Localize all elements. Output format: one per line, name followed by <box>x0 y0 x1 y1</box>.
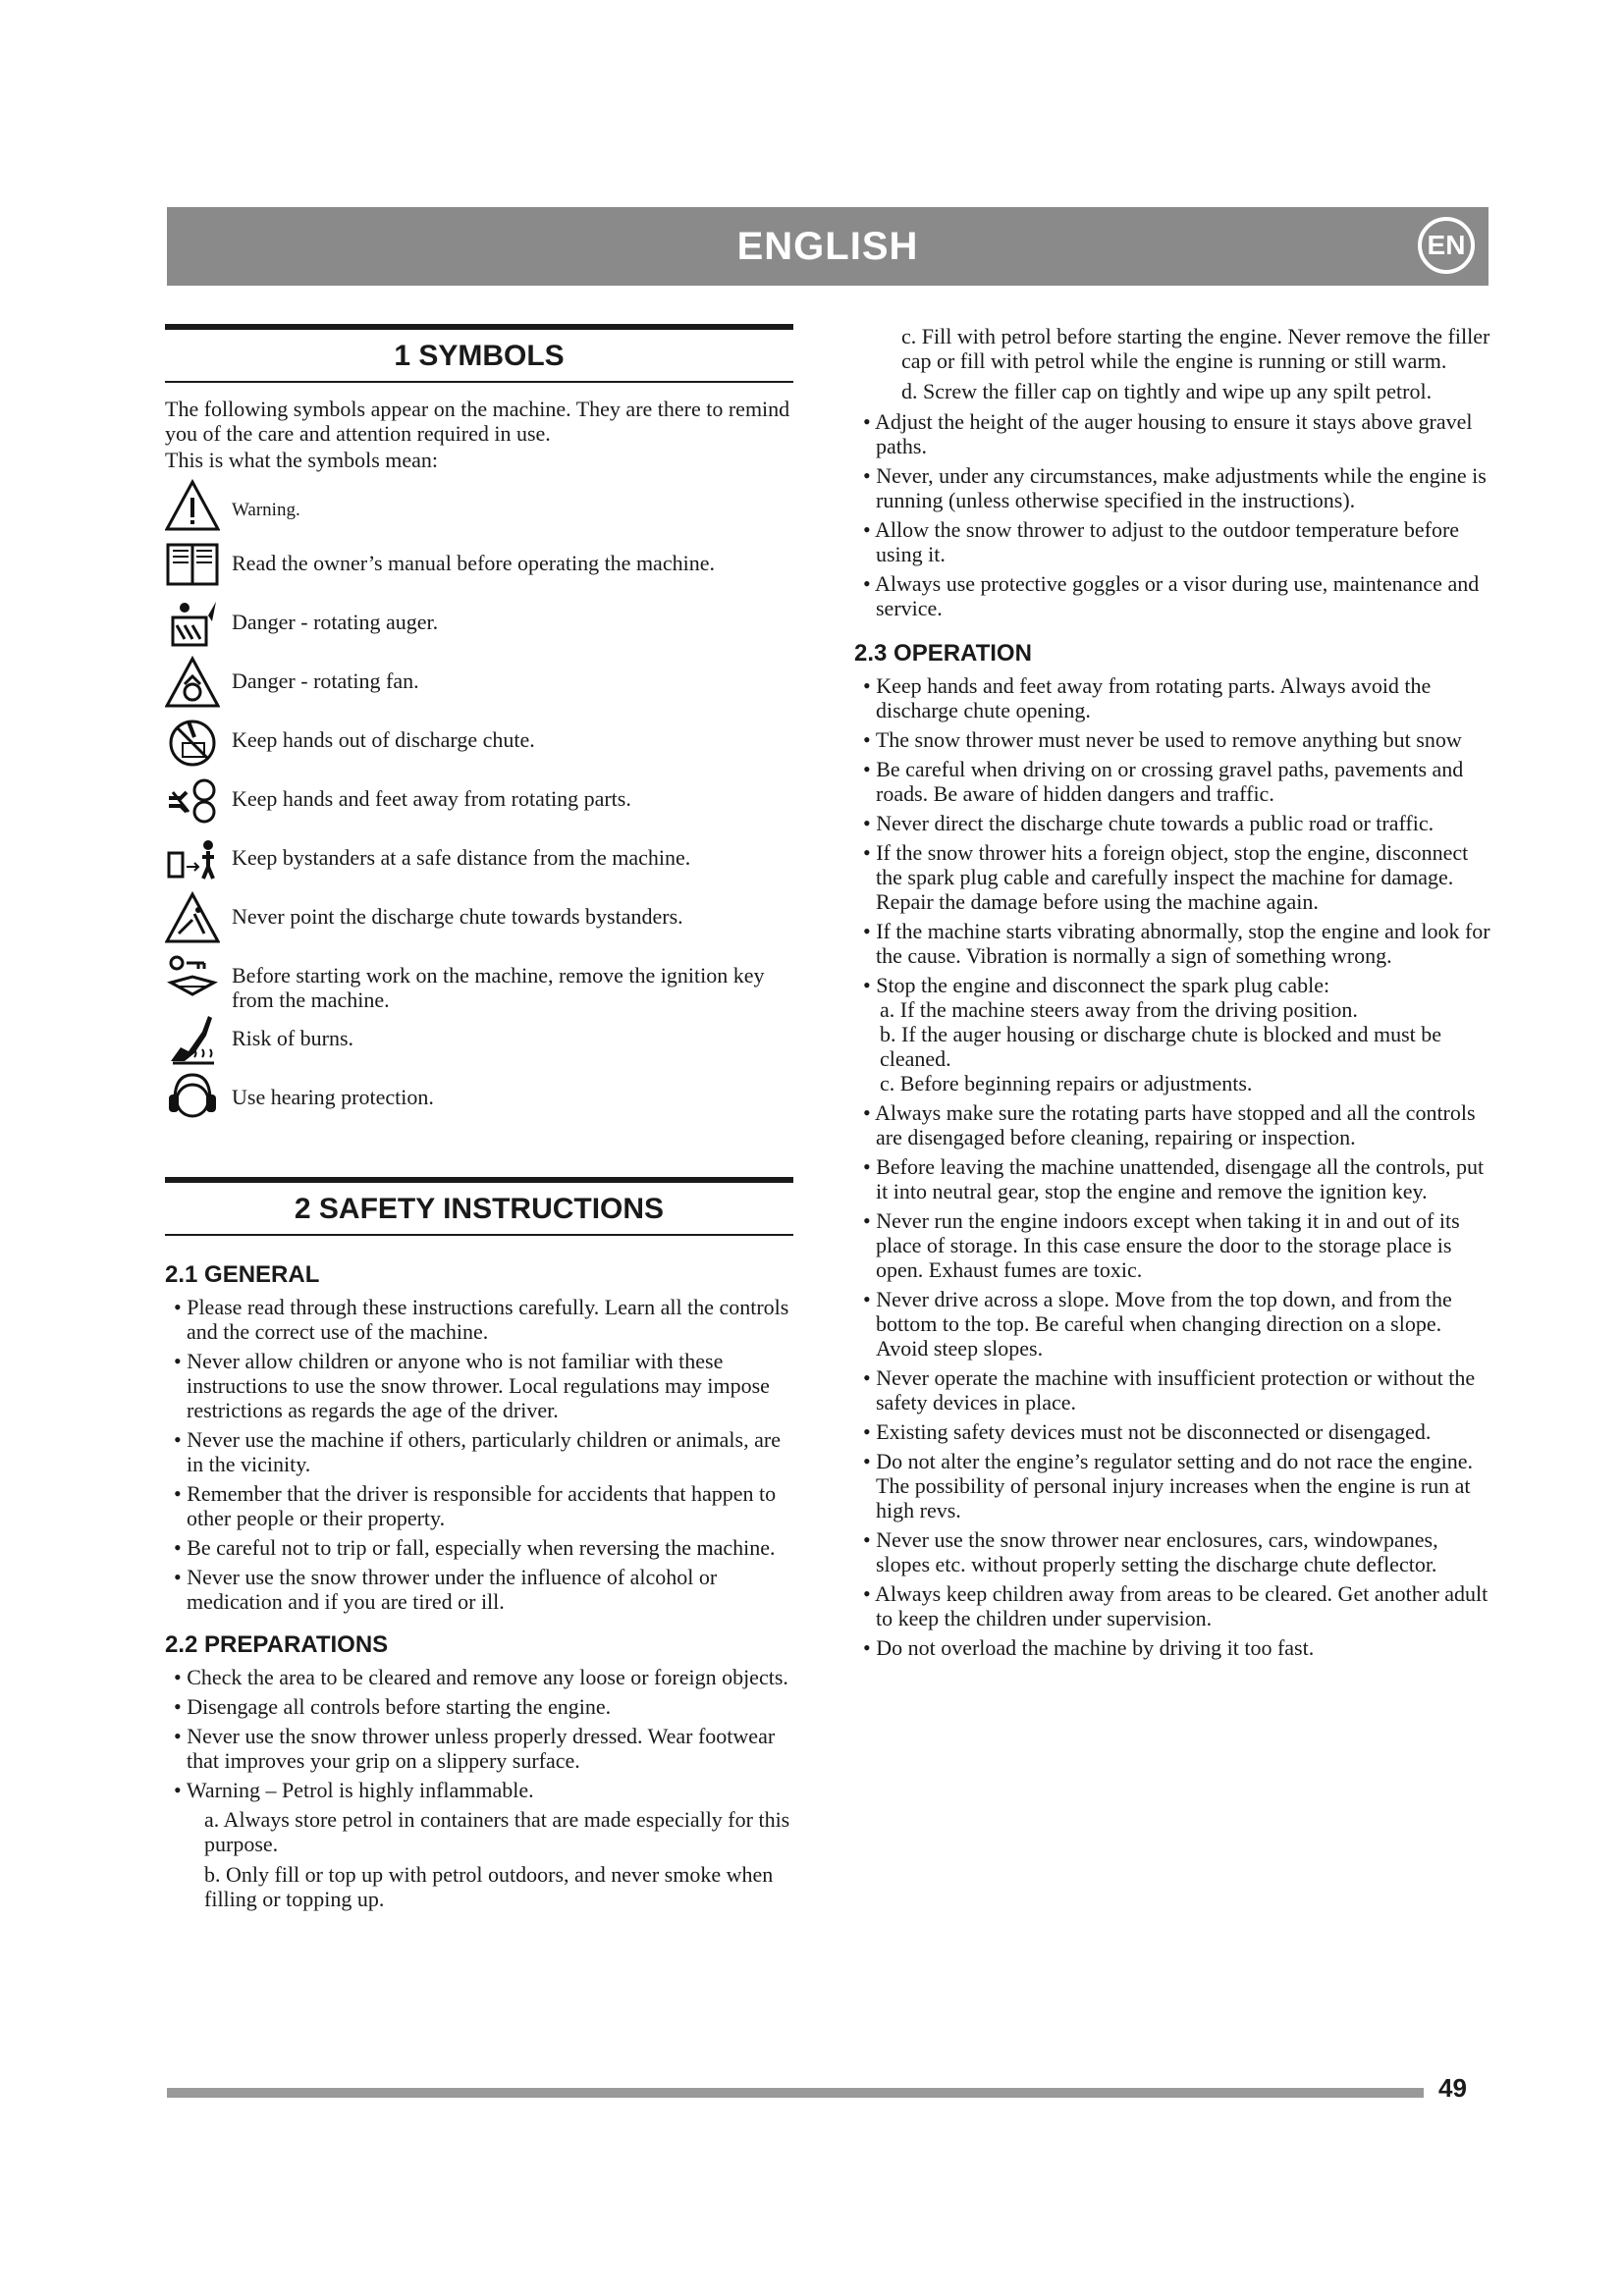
symbol-row <box>165 478 793 537</box>
symbol-row <box>165 831 793 890</box>
chute-bystander-icon <box>165 890 232 947</box>
symbol-row <box>165 1012 793 1071</box>
symbol-row <box>165 714 793 773</box>
page-number: 49 <box>1438 2073 1467 2103</box>
list-item: • Do not overload the machine by driving it too fast. <box>854 1635 1490 1660</box>
list-item: • Please read through these instructions carefully. Learn all the controls and the correct use of the machine. <box>165 1295 793 1344</box>
subsection-title-operation: 2.3 OPERATION <box>854 640 1032 667</box>
symbols-intro: The following symbols appear on the machine. They are there to remind you of the care and attention required in use. <box>165 397 790 446</box>
list-item: • Always keep children away from areas to be cleared. Get another adult to keep the children under supervision. <box>854 1581 1490 1630</box>
header-title: ENGLISH <box>736 225 919 268</box>
discharge-chute-hand-icon <box>165 714 232 771</box>
list-item: • Check the area to be cleared and remove any loose or foreign objects. <box>165 1665 793 1689</box>
list-item: • Stop the engine and disconnect the spark plug cable: <box>854 973 1490 997</box>
language-badge: EN <box>1418 217 1475 274</box>
general-list <box>165 1295 793 1614</box>
list-item: • Never use the snow thrower unless properly dressed. Wear footwear that improves your grip on a slippery surface. <box>165 1724 793 1773</box>
list-item: • Always use protective goggles or a visor during use, maintenance and service. <box>854 571 1490 620</box>
list-item: • Before leaving the machine unattended, disengage all the controls, put it into neutral gear, stop the engine and remove the ignition key. <box>854 1154 1490 1203</box>
rotating-auger-icon <box>165 596 232 653</box>
list-item: • Disengage all controls before starting the engine. <box>165 1694 793 1719</box>
hearing-protection-icon <box>165 1071 232 1128</box>
symbol-row <box>165 890 793 949</box>
bystander-distance-icon <box>165 831 232 888</box>
sub-item: a. If the machine steers away from the driving position. <box>880 997 1358 1022</box>
list-item: • Never use the snow thrower under the influence of alcohol or medication and if you are tired or ill. <box>165 1565 793 1614</box>
operation-list <box>854 673 1490 997</box>
list-item: • Never use the machine if others, particularly children or animals, are in the vicinity. <box>165 1427 793 1476</box>
list-item: • Never, under any circumstances, make adjustments while the engine is running (unless otherwise specified in the instructions). <box>854 463 1490 512</box>
list-item: • If the snow thrower hits a foreign object, stop the engine, disconnect the spark plug cable and carefully inspect the machine for damage. Repair the damage before using the machine again. <box>854 840 1490 914</box>
list-item: • Warning – Petrol is highly inflammable. <box>165 1778 793 1802</box>
list-item: • Never direct the discharge chute towards a public road or traffic. <box>854 811 1490 835</box>
symbol-row <box>165 537 793 596</box>
page-header <box>167 207 1489 286</box>
section-title-symbols: 1 SYMBOLS <box>165 324 793 383</box>
list-item: • Do not alter the engine’s regulator setting and do not race the engine. The possibility of personal injury increases when the engine is run at high revs. <box>854 1449 1490 1522</box>
petrol-sublist-continued <box>854 324 1490 403</box>
sub-item: c. Fill with petrol before starting the engine. Never remove the filler cap or fill with petrol while the engine is running or still warm. <box>901 324 1490 373</box>
symbol-row <box>165 773 793 831</box>
list-item: • Never run the engine indoors except when taking it in and out of its place of storage. In this case ensure the door to the storage place is open. Exhaust fumes are toxic. <box>854 1208 1490 1282</box>
list-item: • Keep hands and feet away from rotating parts. Always avoid the discharge chute opening. <box>854 673 1490 722</box>
list-item: • Always make sure the rotating parts have stopped and all the controls are disengaged before cleaning, repairing or inspection. <box>854 1100 1490 1149</box>
list-item: • Never drive across a slope. Move from the top down, and from the bottom to the top. Be careful when changing direction on a slope. Avoid steep slopes. <box>854 1287 1490 1361</box>
petrol-sublist <box>165 1807 793 1911</box>
list-item: • If the machine starts vibrating abnormally, stop the engine and look for the cause. Vibration is normally a sign of something wrong. <box>854 919 1490 968</box>
preparations-list-continued <box>854 409 1490 620</box>
list-item: • Adjust the height of the auger housing to ensure it stays above gravel paths. <box>854 409 1490 458</box>
sub-item: c. Before beginning repairs or adjustments. <box>880 1071 1253 1095</box>
symbol-text: Keep bystanders at a safe distance from the machine. <box>232 845 691 870</box>
list-item: • The snow thrower must never be used to remove anything but snow <box>854 727 1490 752</box>
symbol-text: Warning. <box>232 500 300 520</box>
warning-triangle-icon <box>165 478 232 535</box>
symbol-text: Never point the discharge chute towards bystanders. <box>232 904 683 929</box>
manual-book-icon <box>165 537 232 594</box>
rotating-fan-icon <box>165 655 232 712</box>
symbol-text: Danger - rotating fan. <box>232 668 419 693</box>
hot-surface-icon <box>165 1012 232 1069</box>
left-column <box>165 324 793 1917</box>
symbol-row <box>165 949 793 1012</box>
symbol-text: Before starting work on the machine, remove the ignition key from the machine. <box>232 963 765 1012</box>
operation-list-continued <box>854 1100 1490 1660</box>
footer-bar <box>167 2088 1424 2098</box>
sub-item: b. If the auger housing or discharge chute is blocked and must be cleaned. <box>880 1022 1442 1071</box>
symbol-text: Keep hands out of discharge chute. <box>232 727 535 752</box>
list-item: • Never allow children or anyone who is not familiar with these instructions to use the snow thrower. Local regulations may impose restrictions as regards the age of the driver. <box>165 1349 793 1422</box>
sub-item: a. Always store petrol in containers that are made especially for this purpose. <box>204 1807 790 1856</box>
preparations-list <box>165 1665 793 1802</box>
subsection-title-preparations: 2.2 PREPARATIONS <box>165 1631 389 1658</box>
right-column <box>854 324 1490 1665</box>
symbol-row <box>165 655 793 714</box>
symbol-row <box>165 1071 793 1130</box>
list-item: • Allow the snow thrower to adjust to the outdoor temperature before using it. <box>854 517 1490 566</box>
symbol-text: Keep hands and feet away from rotating parts. <box>232 786 631 811</box>
symbol-text: Read the owner’s manual before operating the machine. <box>232 551 715 575</box>
list-item: • Remember that the driver is responsible for accidents that happen to other people or their property. <box>165 1481 793 1530</box>
spark-plug-sublist <box>854 997 1490 1095</box>
rotating-parts-icon <box>165 773 232 829</box>
symbol-text: Risk of burns. <box>232 1026 354 1050</box>
symbol-row <box>165 596 793 655</box>
section-title-safety: 2 SAFETY INSTRUCTIONS <box>165 1177 793 1236</box>
sub-item: d. Screw the filler cap on tightly and wipe up any spilt petrol. <box>901 379 1433 403</box>
list-item: • Never use the snow thrower near enclosures, cars, windowpanes, slopes etc. without properly setting the discharge chute deflector. <box>854 1527 1490 1576</box>
symbol-text: Danger - rotating auger. <box>232 610 439 634</box>
list-item: • Be careful not to trip or fall, especially when reversing the machine. <box>165 1535 793 1560</box>
subsection-title-general: 2.1 GENERAL <box>165 1261 320 1288</box>
list-item: • Existing safety devices must not be disconnected or disengaged. <box>854 1419 1490 1444</box>
list-item: • Never operate the machine with insufficient protection or without the safety devices in place. <box>854 1365 1490 1415</box>
ignition-key-icon <box>165 949 232 1006</box>
symbol-text: Use hearing protection. <box>232 1085 434 1109</box>
symbols-list <box>165 478 793 1130</box>
list-item: • Be careful when driving on or crossing gravel paths, pavements and roads. Be aware of hidden dangers and traffic. <box>854 757 1490 806</box>
sub-item: b. Only fill or top up with petrol outdoors, and never smoke when filling or topping up. <box>204 1862 774 1911</box>
symbols-intro-2: This is what the symbols mean: <box>165 448 439 472</box>
